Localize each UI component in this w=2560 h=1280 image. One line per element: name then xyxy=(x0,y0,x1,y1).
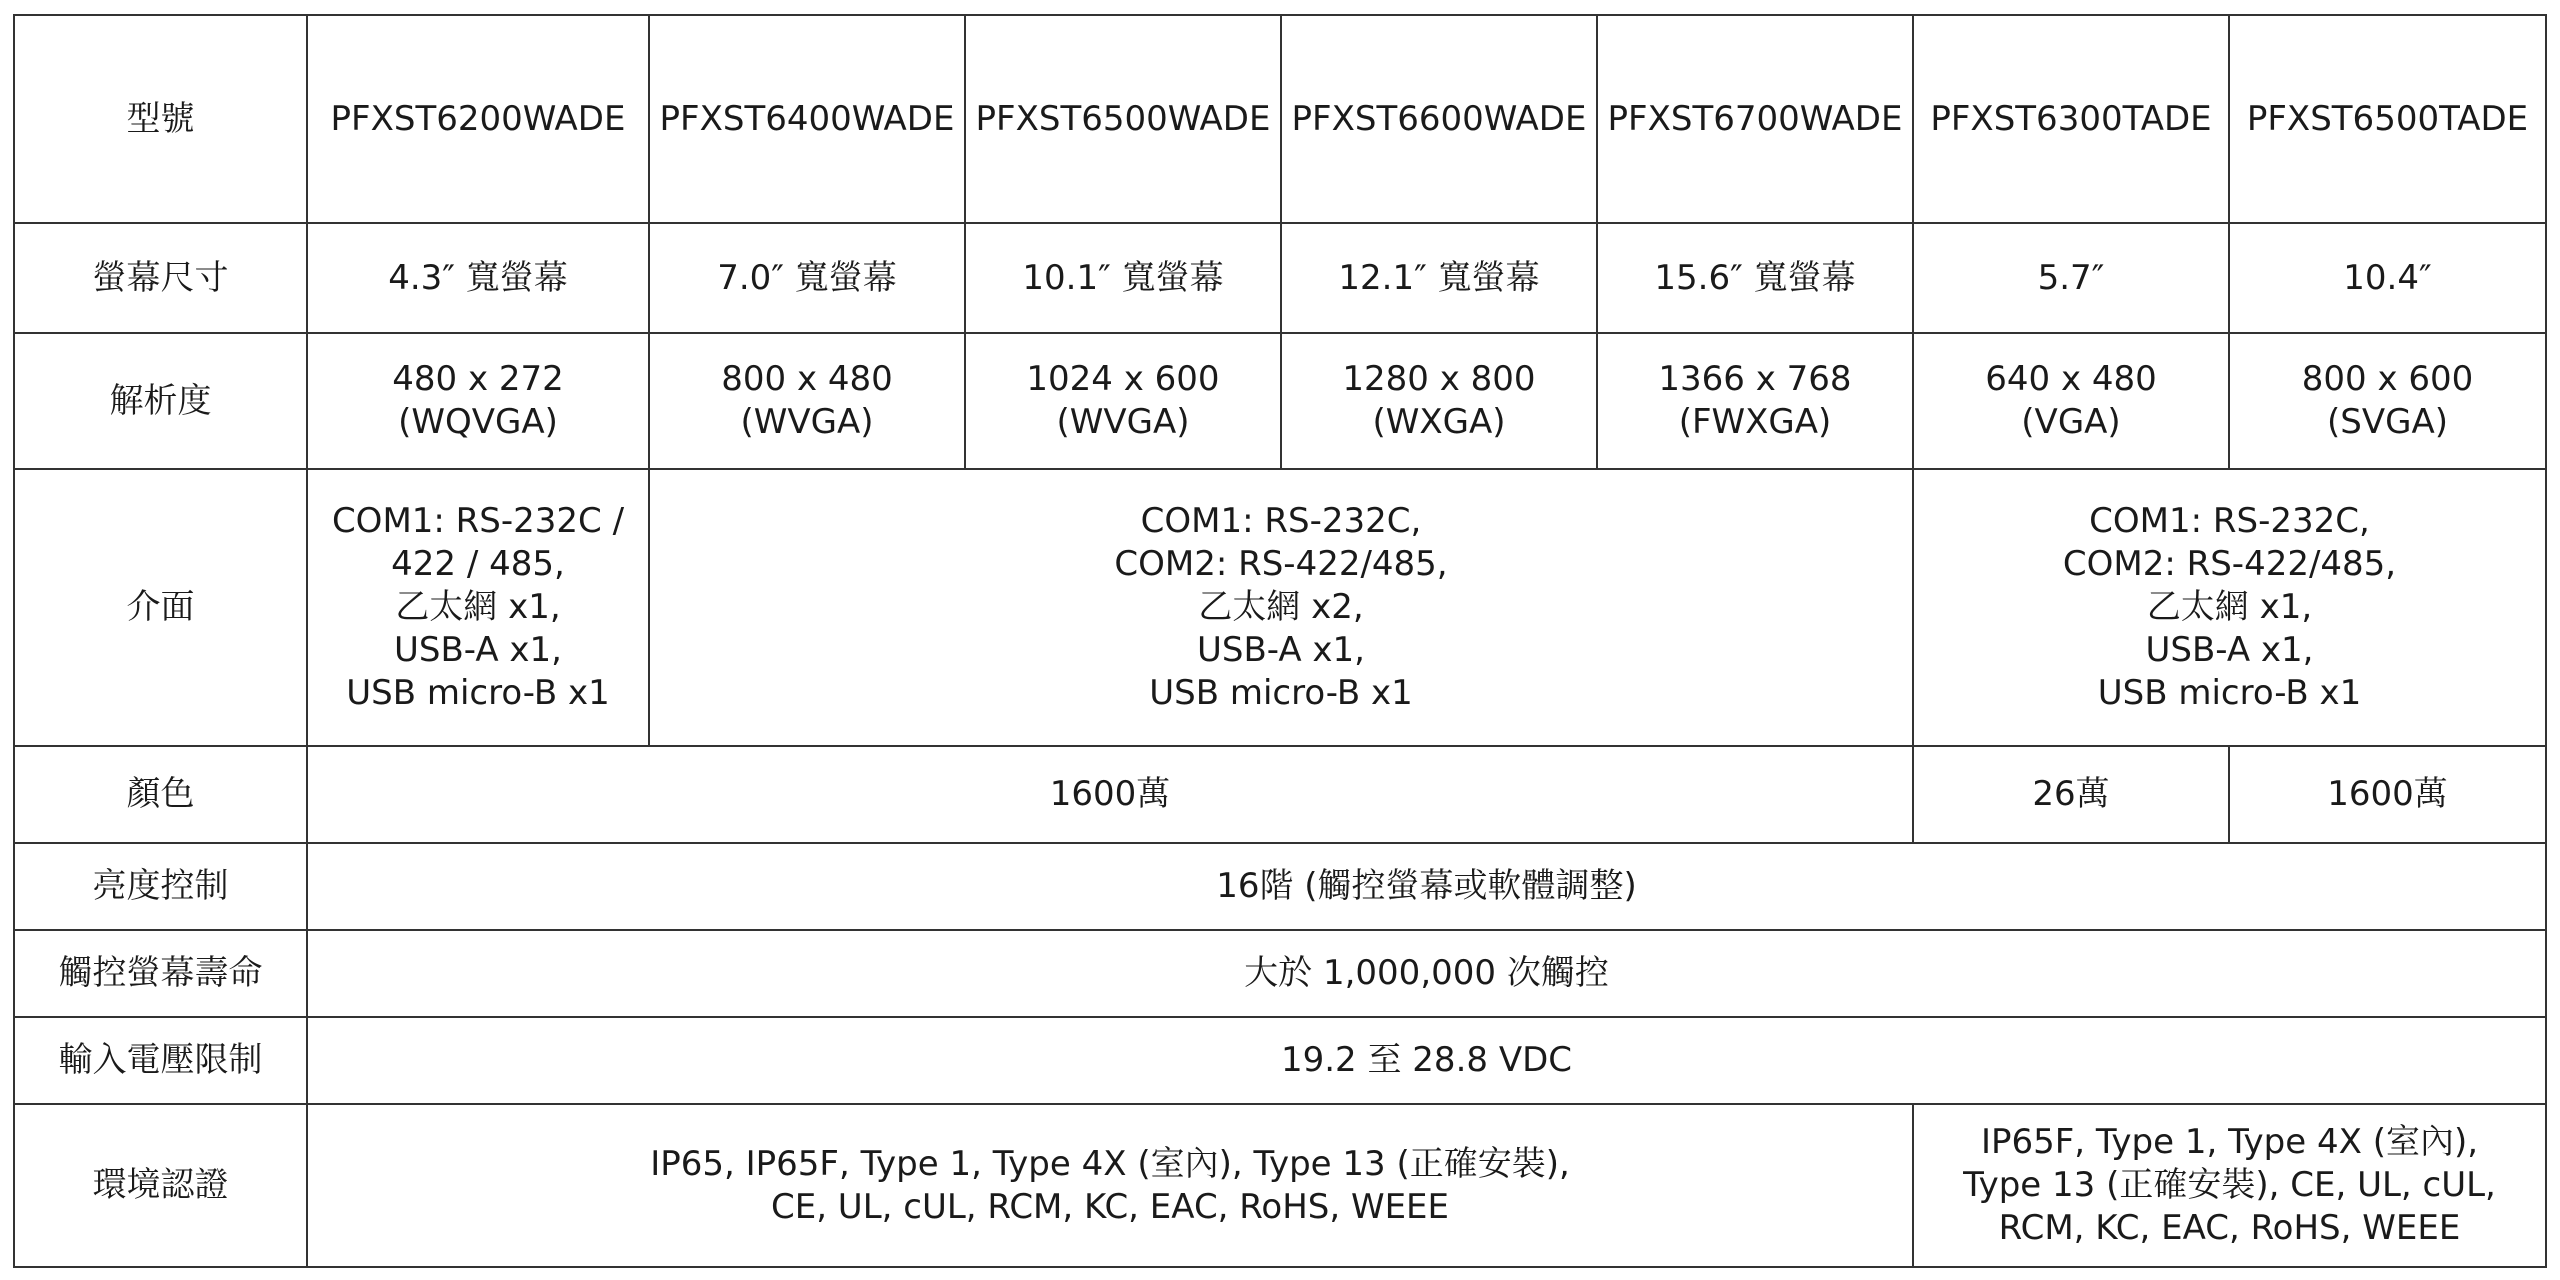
model-cell: PFXST6500TADE xyxy=(2229,15,2546,223)
model-header: 型號 xyxy=(14,15,307,223)
resolution-cell: 800 x 480 (WVGA) xyxy=(649,333,965,469)
color-cell: 1600萬 xyxy=(2229,746,2546,843)
model-cell: PFXST6200WADE xyxy=(307,15,649,223)
certification-row xyxy=(14,1104,2546,1267)
screen-size-cell: 5.7″ xyxy=(1913,223,2229,333)
touch-life-row xyxy=(14,930,2546,1017)
certification-cell: IP65F, Type 1, Type 4X (室內), Type 13 (正確安裝), CE, UL, cUL, RCM, KC, EAC, RoHS, WEEE xyxy=(1913,1104,2546,1267)
resolution-cell: 1366 x 768 (FWXGA) xyxy=(1597,333,1913,469)
screen-size-cell: 7.0″ 寬螢幕 xyxy=(649,223,965,333)
voltage-header: 輸入電壓限制 xyxy=(14,1017,307,1104)
color-cell: 26萬 xyxy=(1913,746,2229,843)
touch-life-cell: 大於 1,000,000 次觸控 xyxy=(307,930,2546,1017)
screen-size-cell: 4.3″ 寬螢幕 xyxy=(307,223,649,333)
model-cell: PFXST6400WADE xyxy=(649,15,965,223)
model-cell: PFXST6700WADE xyxy=(1597,15,1913,223)
resolution-row xyxy=(14,333,2546,469)
resolution-header: 解析度 xyxy=(14,333,307,469)
screen-size-cell: 10.1″ 寬螢幕 xyxy=(965,223,1281,333)
screen-size-cell: 12.1″ 寬螢幕 xyxy=(1281,223,1597,333)
voltage-cell: 19.2 至 28.8 VDC xyxy=(307,1017,2546,1104)
resolution-cell: 1280 x 800 (WXGA) xyxy=(1281,333,1597,469)
voltage-row xyxy=(14,1017,2546,1104)
certification-cell: IP65, IP65F, Type 1, Type 4X (室內), Type 13 (正確安裝), CE, UL, cUL, RCM, KC, EAC, RoHS, WEEE xyxy=(307,1104,1913,1267)
screen-size-row xyxy=(14,223,2546,333)
certification-header: 環境認證 xyxy=(14,1104,307,1267)
model-cell: PFXST6600WADE xyxy=(1281,15,1597,223)
spec-table xyxy=(13,14,2547,1268)
touch-life-header: 觸控螢幕壽命 xyxy=(14,930,307,1017)
color-cell: 1600萬 xyxy=(307,746,1913,843)
screen-size-header: 螢幕尺寸 xyxy=(14,223,307,333)
resolution-cell: 640 x 480 (VGA) xyxy=(1913,333,2229,469)
model-cell: PFXST6500WADE xyxy=(965,15,1281,223)
model-row xyxy=(14,15,2546,223)
color-row xyxy=(14,746,2546,843)
model-cell: PFXST6300TADE xyxy=(1913,15,2229,223)
screen-size-cell: 15.6″ 寬螢幕 xyxy=(1597,223,1913,333)
brightness-header: 亮度控制 xyxy=(14,843,307,930)
interface-header: 介面 xyxy=(14,469,307,746)
interface-cell: COM1: RS-232C, COM2: RS-422/485, 乙太網 x1, USB-A x1, USB micro-B x1 xyxy=(1913,469,2546,746)
interface-cell: COM1: RS-232C, COM2: RS-422/485, 乙太網 x2, USB-A x1, USB micro-B x1 xyxy=(649,469,1913,746)
interface-row xyxy=(14,469,2546,746)
resolution-cell: 800 x 600 (SVGA) xyxy=(2229,333,2546,469)
color-header: 顏色 xyxy=(14,746,307,843)
brightness-cell: 16階 (觸控螢幕或軟體調整) xyxy=(307,843,2546,930)
screen-size-cell: 10.4″ xyxy=(2229,223,2546,333)
resolution-cell: 1024 x 600 (WVGA) xyxy=(965,333,1281,469)
brightness-row xyxy=(14,843,2546,930)
interface-cell: COM1: RS-232C / 422 / 485, 乙太網 x1, USB-A x1, USB micro-B x1 xyxy=(307,469,649,746)
resolution-cell: 480 x 272 (WQVGA) xyxy=(307,333,649,469)
